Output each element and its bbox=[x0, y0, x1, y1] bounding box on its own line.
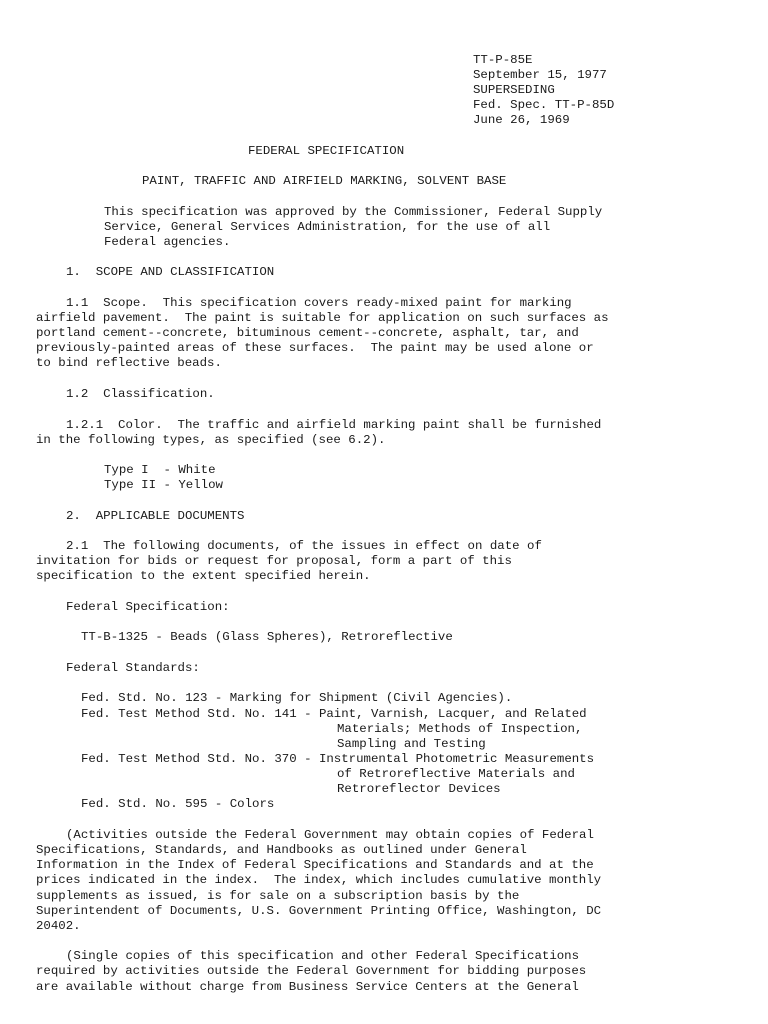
color-line: 1.2.1 Color. The traffic and airfield marking paint shall be furnished bbox=[66, 418, 602, 432]
classification-heading: 1.2 Classification. bbox=[66, 387, 215, 401]
type-item: Type II - Yellow bbox=[104, 478, 223, 492]
activities-note-line: Specifications, Standards, and Handbooks as outlined under General bbox=[36, 843, 527, 857]
superseded-date: June 26, 1969 bbox=[473, 113, 570, 127]
scope-line: airfield pavement. The paint is suitable for application on such surfaces as bbox=[36, 311, 609, 325]
fed-std-label: Federal Standards: bbox=[66, 661, 200, 675]
std-141-line: Fed. Test Method Std. No. 141 - Paint, Varnish, Lacquer, and Related bbox=[81, 707, 587, 721]
scope-line: 1.1 Scope. This specification covers ready-mixed paint for marking bbox=[66, 296, 572, 310]
std-141-line: Sampling and Testing bbox=[337, 737, 486, 751]
approval-line: Service, General Services Administration, for the use of all bbox=[104, 220, 551, 234]
color-line: in the following types, as specified (see 6.2). bbox=[36, 433, 386, 447]
doc-title-line1: FEDERAL SPECIFICATION bbox=[248, 144, 405, 158]
activities-note-line: (Activities outside the Federal Government may obtain copies of Federal bbox=[66, 828, 594, 842]
section2-heading: 2. APPLICABLE DOCUMENTS bbox=[66, 509, 245, 523]
intro-line: invitation for bids or request for proposal, form a part of this bbox=[36, 554, 512, 568]
section1-heading: 1. SCOPE AND CLASSIFICATION bbox=[66, 265, 275, 279]
fed-spec-item: TT-B-1325 - Beads (Glass Spheres), Retroreflective bbox=[81, 630, 453, 644]
single-copies-line: are available without charge from Business Service Centers at the General bbox=[36, 980, 579, 994]
std-123: Fed. Std. No. 123 - Marking for Shipment (Civil Agencies). bbox=[81, 691, 513, 705]
superseded-spec: Fed. Spec. TT-P-85D bbox=[473, 98, 615, 112]
intro-line: 2.1 The following documents, of the issues in effect on date of bbox=[66, 539, 542, 553]
doc-number: TT-P-85E bbox=[473, 53, 533, 67]
single-copies-line: required by activities outside the Federal Government for bidding purposes bbox=[36, 964, 587, 978]
activities-note-line: Information in the Index of Federal Specifications and Standards and at the bbox=[36, 858, 594, 872]
single-copies-line: (Single copies of this specification and other Federal Specifications bbox=[66, 949, 580, 963]
activities-note-line: 20402. bbox=[36, 919, 81, 933]
std-141-line: Materials; Methods of Inspection, bbox=[337, 722, 583, 736]
activities-note-line: supplements as issued, is for sale on a subscription basis by the bbox=[36, 889, 520, 903]
approval-line: This specification was approved by the Commissioner, Federal Supply bbox=[104, 205, 603, 219]
activities-note-line: prices indicated in the index. The index, which includes cumulative monthly bbox=[36, 873, 602, 887]
type-item: Type I - White bbox=[104, 463, 216, 477]
fed-spec-label: Federal Specification: bbox=[66, 600, 230, 614]
scope-line: to bind reflective beads. bbox=[36, 356, 222, 370]
doc-title-line2: PAINT, TRAFFIC AND AIRFIELD MARKING, SOLVENT BASE bbox=[142, 174, 507, 188]
std-595: Fed. Std. No. 595 - Colors bbox=[81, 797, 275, 811]
intro-line: specification to the extent specified herein. bbox=[36, 569, 371, 583]
std-370-line: Fed. Test Method Std. No. 370 - Instrumental Photometric Measurements bbox=[81, 752, 595, 766]
scope-line: previously-painted areas of these surfaces. The paint may be used alone or bbox=[36, 341, 594, 355]
scope-line: portland cement--concrete, bituminous cement--concrete, asphalt, tar, and bbox=[36, 326, 579, 340]
activities-note-line: Superintendent of Documents, U.S. Government Printing Office, Washington, DC bbox=[36, 904, 602, 918]
std-370-line: of Retroreflective Materials and bbox=[337, 767, 575, 781]
std-370-line: Retroreflector Devices bbox=[337, 782, 501, 796]
doc-date: September 15, 1977 bbox=[473, 68, 607, 82]
superseding-label: SUPERSEDING bbox=[473, 83, 555, 97]
approval-line: Federal agencies. bbox=[104, 235, 231, 249]
